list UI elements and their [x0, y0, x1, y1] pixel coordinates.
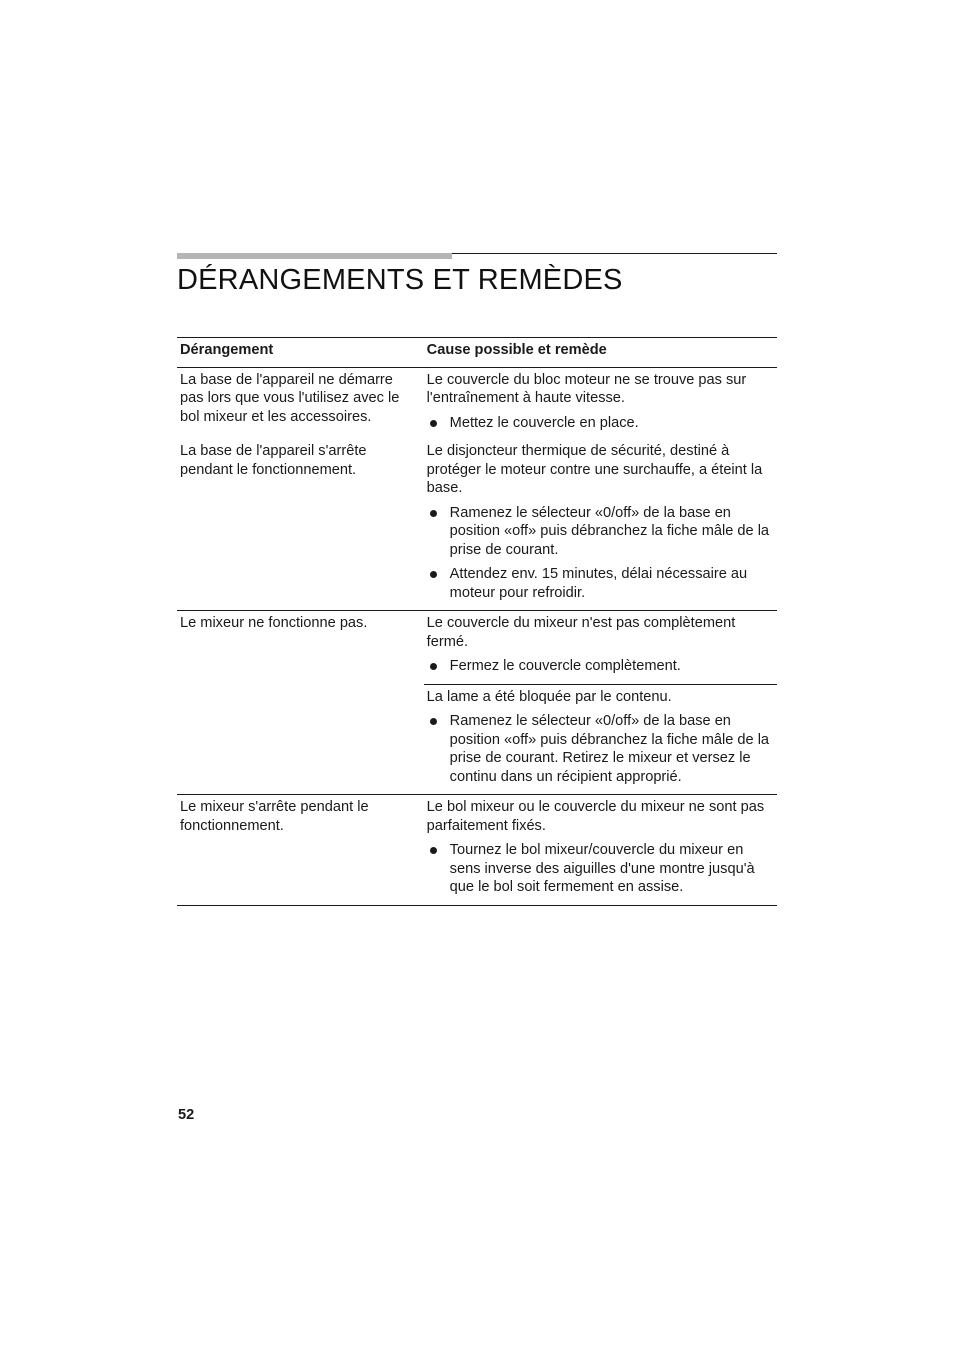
cause-cell [424, 367, 777, 611]
remedy-item [427, 414, 773, 433]
remedy-list [427, 657, 773, 676]
remedy-text: Attendez env. 15 minutes, délai nécessaire au moteur pour refroidir. [449, 566, 748, 601]
column-header-cause: Cause possible et remède [424, 338, 777, 368]
troubleshooting-table [177, 337, 777, 906]
cause-text: Le bol mixeur ou le couvercle du mixeur ne sont pas parfaitement fixés. [426, 799, 765, 834]
table-header-row [177, 338, 777, 368]
table-row [177, 367, 777, 611]
bullet-icon [430, 571, 437, 578]
header-accent-bar [177, 253, 452, 259]
bullet-icon [430, 718, 437, 725]
remedy-text: Mettez le couvercle en place. [449, 414, 639, 431]
bullet-icon [430, 420, 437, 427]
remedy-list [427, 504, 773, 603]
fault-text: La base de l'appareil ne démarre pas lors que vous l'utilisez avec le bol mixeur et les accessoires. [180, 371, 400, 425]
table-row [177, 611, 777, 685]
remedy-text: Tournez le bol mixeur/couvercle du mixeur en sens inverse des aiguilles d'une montre jusqu'à que le bol soit fermement en assise. [449, 842, 755, 895]
remedy-list [427, 841, 773, 897]
fault-cell [177, 795, 424, 906]
remedy-item [427, 504, 773, 560]
fault-text: La base de l'appareil s'arrête pendant le fonctionnement. [180, 443, 367, 478]
remedy-item [427, 657, 773, 676]
remedy-item [427, 565, 773, 602]
bullet-icon [430, 663, 437, 670]
cause-cell [424, 795, 777, 906]
bullet-icon [430, 510, 437, 517]
fault-text: Le mixeur ne fonctionne pas. [180, 615, 368, 631]
fault-cell [177, 611, 424, 795]
cause-cell [424, 611, 777, 685]
fault-cell [177, 367, 424, 611]
cause-text: Le disjoncteur thermique de sécurité, destiné à protéger le moteur contre une surchauffe, a éteint la base. [426, 443, 763, 496]
cause-cell [424, 684, 777, 795]
remedy-text: Ramenez le sélecteur «0/off» de la base en position «off» puis débranchez la fiche mâle de la prise de courant. Retirez le mixeur et versez le continu dans un récipient approprié. [449, 713, 770, 785]
column-header-fault: Dérangement [177, 338, 424, 368]
remedy-list [427, 712, 773, 786]
cause-block [427, 371, 773, 433]
bullet-icon [430, 847, 437, 854]
page-title: DÉRANGEMENTS ET REMÈDES [177, 264, 623, 296]
remedy-item [427, 841, 773, 897]
remedy-list [427, 414, 773, 433]
cause-block [427, 442, 773, 602]
cause-text: La lame a été bloquée par le contenu. [426, 688, 672, 705]
remedy-text: Fermez le couvercle complètement. [449, 658, 681, 674]
remedy-text: Ramenez le sélecteur «0/off» de la base en position «off» puis débranchez la fiche mâle de la prise de courant. [449, 504, 770, 558]
page-number: 52 [178, 1107, 195, 1123]
cause-text: Le couvercle du bloc moteur ne se trouve pas sur l'entraînement à haute vitesse. [426, 371, 747, 406]
table-row [177, 795, 777, 906]
cause-text: Le couvercle du mixeur n'est pas complètement fermé. [426, 615, 736, 650]
fault-text: Le mixeur s'arrête pendant le fonctionnement. [180, 799, 369, 834]
remedy-item [427, 712, 773, 786]
